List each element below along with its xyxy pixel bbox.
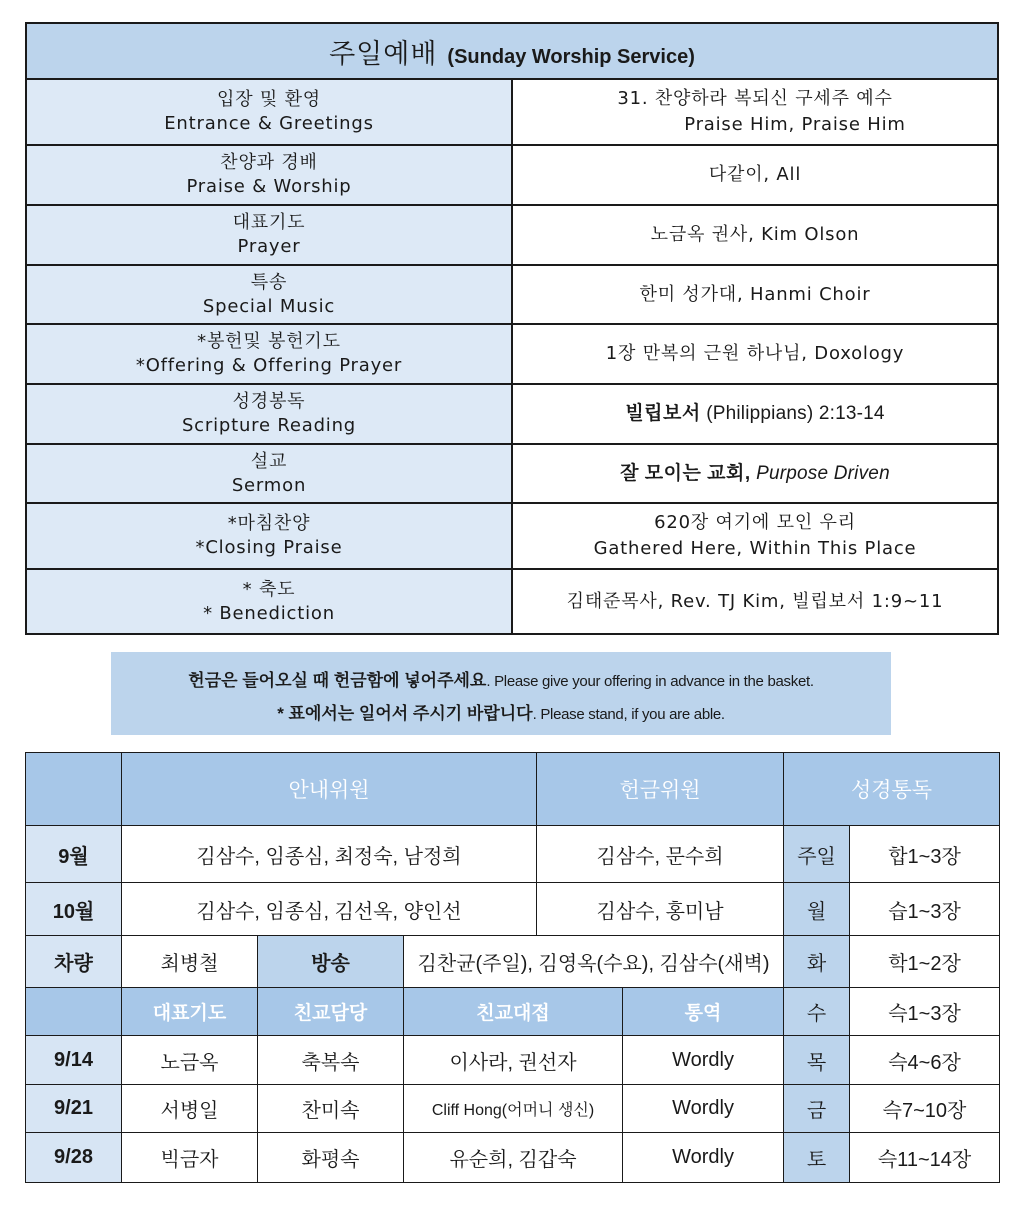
notice-korean: * 표에서는 일어서 주시기 바랍니다 xyxy=(277,704,533,723)
notice-english: . Please give your offering in advance in the basket. xyxy=(486,673,814,690)
worship-value xyxy=(512,384,998,444)
label-korean: 설교 xyxy=(250,450,288,472)
offering-names: 김삼수, 문수희 xyxy=(537,826,784,883)
worship-value xyxy=(512,444,998,503)
hospitality-names: 이사라, 권선자 xyxy=(404,1036,623,1085)
label-english: Prayer xyxy=(237,236,301,257)
header-offering: 헌금위원 xyxy=(537,753,784,826)
label-english: Special Music xyxy=(202,295,336,317)
label-korean: 특송 xyxy=(250,271,288,293)
month-label: 9월 xyxy=(26,826,122,883)
hospitality-english: Cliff Hong xyxy=(431,1102,502,1119)
header-bible-reading: 성경통독 xyxy=(784,753,1000,826)
ushers-names: 김삼수, 임종심, 최정숙, 남정희 xyxy=(122,826,537,883)
worship-value xyxy=(512,79,998,145)
sub-header-blank xyxy=(26,988,122,1036)
table-row xyxy=(26,1085,1000,1133)
reading-day: 목 xyxy=(784,1036,850,1085)
notice-korean: 헌금은 들어오실 때 헌금함에 넣어주세요 xyxy=(188,671,487,690)
notice-line-offering xyxy=(111,665,891,698)
translation-value: Wordly xyxy=(623,1085,784,1133)
label-korean: 찬양과 경배 xyxy=(220,152,318,173)
worship-value: 다같이, All xyxy=(512,145,998,205)
schedule-table xyxy=(25,752,1000,1183)
label-english: * Benediction xyxy=(203,602,335,624)
worship-order-table xyxy=(25,22,999,635)
header-blank xyxy=(26,753,122,826)
vehicle-value: 최병철 xyxy=(122,936,258,988)
worship-row xyxy=(26,384,998,444)
worship-label xyxy=(26,205,512,265)
label-english: Praise & Worship xyxy=(186,176,352,197)
reading-passage: 슥4~6장 xyxy=(850,1036,1000,1085)
broadcast-label: 방송 xyxy=(258,936,404,988)
fellowship-group: 찬미속 xyxy=(258,1085,404,1133)
worship-label xyxy=(26,145,512,205)
label-korean: *마침찬양 xyxy=(227,513,311,534)
worship-label xyxy=(26,324,512,384)
prayer-name: 노금옥 xyxy=(122,1036,258,1085)
table-row xyxy=(26,988,1000,1036)
label-korean: 입장 및 환영 xyxy=(217,89,321,110)
worship-value: 노금옥 권사, Kim Olson xyxy=(512,205,998,265)
week-date: 9/21 xyxy=(26,1085,122,1133)
worship-label xyxy=(26,79,512,145)
sub-header-hospitality: 친교대접 xyxy=(404,988,623,1036)
table-row xyxy=(26,826,1000,883)
fellowship-group: 축복속 xyxy=(258,1036,404,1085)
sub-header-prayer: 대표기도 xyxy=(122,988,258,1036)
reading-day: 화 xyxy=(784,936,850,988)
worship-value xyxy=(512,503,998,569)
worship-label xyxy=(26,503,512,569)
scripture-reference: (Philippians) 2:13-14 xyxy=(700,403,885,424)
label-english: *Closing Praise xyxy=(195,537,343,558)
offering-names: 김삼수, 홍미남 xyxy=(537,883,784,936)
table-row xyxy=(26,883,1000,936)
reading-passage: 슥7~10장 xyxy=(850,1085,1000,1133)
fellowship-group: 화평속 xyxy=(258,1133,404,1183)
label-english: Scripture Reading xyxy=(181,415,357,436)
translation-value: Wordly xyxy=(623,1133,784,1183)
notice-line-stand xyxy=(111,698,891,731)
sub-header-translation: 통역 xyxy=(623,988,784,1036)
worship-value: 1장 만복의 근원 하나님, Doxology xyxy=(512,324,998,384)
hospitality-names: 유순희, 김갑숙 xyxy=(404,1133,623,1183)
sub-header-fellowship: 친교담당 xyxy=(258,988,404,1036)
worship-title-english: (Sunday Worship Service) xyxy=(447,45,695,68)
table-row xyxy=(26,1036,1000,1085)
hymn-english: Gathered Here, Within This Place xyxy=(593,538,917,559)
sermon-title: 잘 모이는 교회, xyxy=(620,462,751,484)
sermon-subtitle: Purpose Driven xyxy=(750,462,890,484)
worship-row xyxy=(26,265,998,324)
worship-value: 김태준목사, Rev. TJ Kim, 빌립보서 1:9~11 xyxy=(512,569,998,634)
week-date: 9/28 xyxy=(26,1133,122,1183)
reading-passage: 합1~3장 xyxy=(850,826,1000,883)
worship-label xyxy=(26,265,512,324)
table-row xyxy=(26,936,1000,988)
hospitality-note: (어머니 생신) xyxy=(501,1102,595,1119)
worship-row xyxy=(26,79,998,145)
reading-day: 토 xyxy=(784,1133,850,1183)
reading-day: 월 xyxy=(784,883,850,936)
worship-row xyxy=(26,444,998,503)
worship-row xyxy=(26,324,998,384)
hymn-title: 620장 여기에 모인 우리 xyxy=(654,512,856,533)
vehicle-label: 차량 xyxy=(26,936,122,988)
worship-title xyxy=(26,23,998,79)
worship-value: 한미 성가대, Hanmi Choir xyxy=(512,265,998,324)
hospitality-names xyxy=(404,1085,623,1133)
reading-day: 금 xyxy=(784,1085,850,1133)
translation-value: Wordly xyxy=(623,1036,784,1085)
prayer-name: 서병일 xyxy=(122,1085,258,1133)
label-korean: 성경봉독 xyxy=(232,391,306,412)
reading-passage: 습1~3장 xyxy=(850,883,1000,936)
reading-passage: 슥1~3장 xyxy=(850,988,1000,1036)
label-english: *Offering & Offering Prayer xyxy=(135,355,403,376)
worship-row xyxy=(26,145,998,205)
hymn-english: Praise Him, Praise Him xyxy=(684,114,906,135)
worship-title-korean: 주일예배 xyxy=(329,38,438,70)
worship-row xyxy=(26,205,998,265)
worship-label xyxy=(26,444,512,503)
label-korean: *봉헌및 봉헌기도 xyxy=(197,331,341,352)
label-korean: 대표기도 xyxy=(232,212,306,233)
month-label: 10월 xyxy=(26,883,122,936)
label-korean: * 축도 xyxy=(242,578,296,600)
broadcast-value: 김찬균(주일), 김영옥(수요), 김삼수(새벽) xyxy=(404,936,784,988)
worship-row xyxy=(26,569,998,634)
reading-passage: 슥11~14장 xyxy=(850,1133,1000,1183)
scripture-book: 빌립보서 xyxy=(625,403,701,424)
notice-english: . Please stand, if you are able. xyxy=(532,706,725,723)
header-ushers: 안내위원 xyxy=(122,753,537,826)
week-date: 9/14 xyxy=(26,1036,122,1085)
label-english: Entrance & Greetings xyxy=(164,113,374,134)
hymn-title: 31. 찬양하라 복되신 구세주 예수 xyxy=(617,88,893,109)
offering-notice xyxy=(111,652,891,735)
worship-label xyxy=(26,569,512,634)
reading-passage: 학1~2장 xyxy=(850,936,1000,988)
label-english: Sermon xyxy=(231,474,307,496)
prayer-name: 빅금자 xyxy=(122,1133,258,1183)
ushers-names: 김삼수, 임종심, 김선옥, 양인선 xyxy=(122,883,537,936)
worship-row xyxy=(26,503,998,569)
reading-day: 수 xyxy=(784,988,850,1036)
table-row xyxy=(26,1133,1000,1183)
worship-label xyxy=(26,384,512,444)
reading-day: 주일 xyxy=(784,826,850,883)
